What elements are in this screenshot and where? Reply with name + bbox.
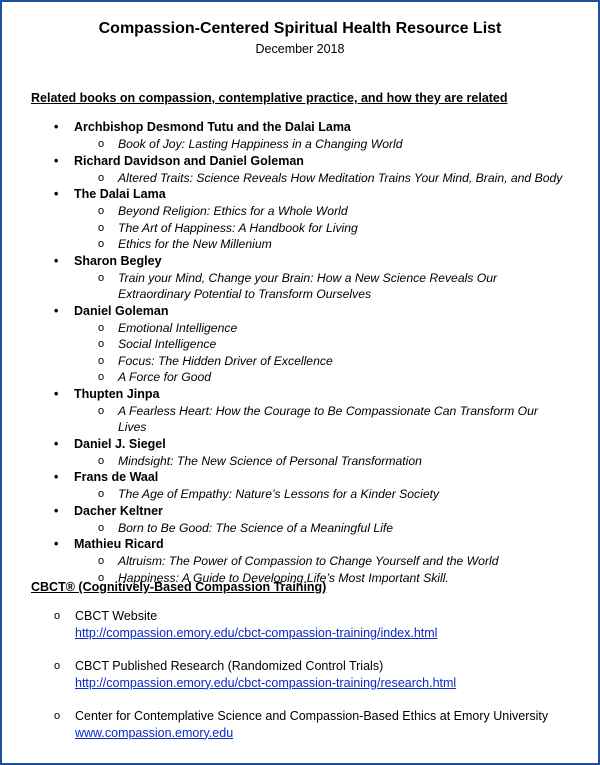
bullet-icon: • — [54, 153, 59, 168]
book-title: Beyond Religion: Ethics for a Whole World — [118, 204, 348, 218]
book-item — [2, 320, 598, 337]
books-section-heading: Related books on compassion, contemplative practice, and how they are related — [31, 91, 508, 105]
page-title: Compassion-Centered Spiritual Health Resource List — [98, 20, 502, 37]
author-item — [2, 503, 598, 520]
bullet-icon: • — [54, 537, 59, 551]
book-title: Social Intelligence — [118, 337, 217, 351]
book-item — [2, 170, 598, 187]
circle-bullet-icon: o — [54, 660, 61, 672]
author-item — [2, 303, 598, 320]
book-title: The Age of Empathy: Nature’s Lessons for a Kinder Society — [118, 487, 440, 501]
book-title: Mindsight: The New Science of Personal Transformation — [118, 453, 422, 468]
book-title: Train your Mind, Change your Brain: How a New Science Reveals Our Extraordinary Potential to Transform Ourselves — [118, 270, 498, 301]
author-item — [2, 536, 598, 553]
author-item — [2, 469, 598, 486]
book-item — [2, 403, 598, 436]
book-title: Altruism: The Power of Compassion to Change Yourself and the World — [118, 554, 499, 568]
book-item — [2, 220, 598, 237]
bullet-icon: • — [54, 120, 59, 134]
author-item — [2, 186, 598, 203]
author-name: Richard Davidson and Daniel Goleman — [74, 153, 304, 168]
author-item — [2, 436, 598, 453]
book-item — [2, 203, 598, 220]
book-item — [2, 369, 598, 386]
resource-item — [2, 608, 598, 641]
resource-link[interactable]: http://compassion.emory.edu/cbct-compassion-training/index.html — [75, 625, 438, 640]
circle-bullet-icon: o — [98, 238, 105, 250]
resource-item — [2, 708, 598, 741]
circle-bullet-icon: o — [98, 404, 105, 417]
book-title: The Art of Happiness: A Handbook for Living — [118, 220, 358, 235]
resource-label: CBCT Published Research (Randomized Control Trials) — [75, 659, 384, 673]
circle-bullet-icon: o — [98, 205, 105, 217]
resource-label: Center for Contemplative Science and Compassion-Based Ethics at Emory University — [75, 709, 549, 723]
book-item — [2, 270, 598, 303]
author-name: The Dalai Lama — [74, 187, 166, 201]
circle-bullet-icon: o — [98, 371, 105, 383]
book-item — [2, 520, 598, 537]
author-name: Mathieu Ricard — [74, 537, 164, 551]
circle-bullet-icon: o — [98, 221, 105, 234]
resource-link[interactable]: http://compassion.emory.edu/cbct-compassion-training/research.html — [75, 675, 457, 690]
bullet-icon: • — [54, 253, 59, 268]
circle-bullet-icon: o — [98, 321, 105, 334]
circle-bullet-icon: o — [98, 354, 105, 367]
circle-bullet-icon: o — [98, 555, 105, 567]
bullet-icon: • — [54, 386, 59, 401]
resource-link[interactable]: www.compassion.emory.edu — [75, 725, 234, 740]
book-title: A Fearless Heart: How the Courage to Be Compassionate Can Transform Our Lives — [118, 403, 538, 434]
books-list — [2, 119, 598, 586]
circle-bullet-icon: o — [54, 610, 61, 622]
author-item — [2, 253, 598, 270]
book-title: Born to Be Good: The Science of a Meaningful Life — [118, 520, 394, 535]
author-name: Frans de Waal — [74, 470, 159, 484]
resource-label: CBCT Website — [75, 609, 158, 623]
book-title: Book of Joy: Lasting Happiness in a Changing World — [118, 137, 403, 151]
circle-bullet-icon: o — [98, 454, 105, 467]
cbct-resource-list — [2, 608, 598, 758]
circle-bullet-icon: o — [98, 138, 105, 150]
page-date: December 2018 — [255, 42, 345, 56]
author-name: Dacher Keltner — [74, 503, 163, 518]
circle-bullet-icon: o — [98, 338, 105, 350]
book-title: Happiness: A Guide to Developing Life’s Most Important Skill. — [118, 570, 449, 585]
author-item — [2, 386, 598, 403]
resource-item — [2, 658, 598, 691]
circle-bullet-icon: o — [98, 171, 105, 184]
bullet-icon: • — [54, 303, 59, 318]
book-item — [2, 453, 598, 470]
book-item — [2, 136, 598, 153]
book-item — [2, 353, 598, 370]
book-title: Focus: The Hidden Driver of Excellence — [118, 353, 333, 368]
circle-bullet-icon: o — [98, 571, 105, 584]
bullet-icon: • — [54, 436, 59, 451]
author-name: Daniel Goleman — [74, 303, 169, 318]
book-item — [2, 336, 598, 353]
bullet-icon: • — [54, 187, 59, 201]
cbct-section-heading: CBCT® (Cognitively-Based Compassion Training) — [31, 580, 327, 594]
bullet-icon: • — [54, 503, 59, 518]
book-title: Emotional Intelligence — [118, 320, 238, 335]
circle-bullet-icon: o — [54, 710, 61, 722]
circle-bullet-icon: o — [98, 488, 105, 500]
book-item — [2, 236, 598, 253]
author-name: Archbishop Desmond Tutu and the Dalai Lama — [74, 120, 351, 134]
book-title: Ethics for the New Millenium — [118, 237, 272, 251]
book-title: Altered Traits: Science Reveals How Meditation Trains Your Mind, Brain, and Body — [118, 170, 563, 185]
author-name: Thupten Jinpa — [74, 386, 160, 401]
author-name: Sharon Begley — [74, 253, 162, 268]
author-item — [2, 153, 598, 170]
book-title: A Force for Good — [118, 370, 212, 384]
bullet-icon: • — [54, 470, 59, 484]
author-name: Daniel J. Siegel — [74, 436, 166, 451]
book-item — [2, 486, 598, 503]
circle-bullet-icon: o — [98, 271, 105, 284]
author-item — [2, 119, 598, 136]
book-item — [2, 553, 598, 570]
circle-bullet-icon: o — [98, 521, 105, 534]
